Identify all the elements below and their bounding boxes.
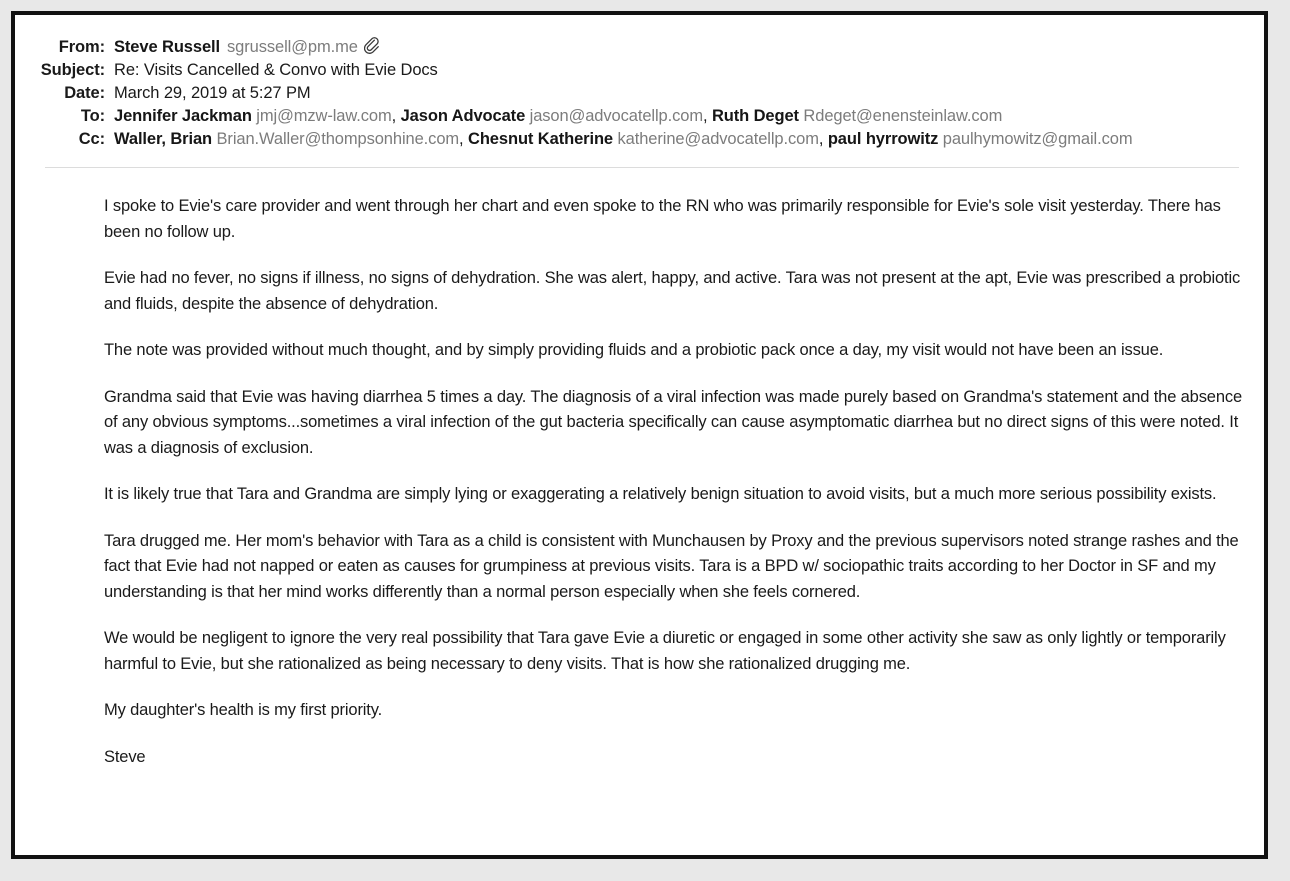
to-recipient-name[interactable]: Ruth Deget — [711, 107, 799, 125]
body-paragraph: Steve — [104, 747, 146, 766]
header-row-from — [15, 36, 1264, 59]
cc-recipient-address[interactable]: Brian.Waller@thompsonhine.com — [212, 130, 460, 148]
to-recipient-address[interactable]: Rdeget@enensteinlaw.com — [798, 107, 1003, 125]
to-recipient-address[interactable]: jmj@mzw-law.com — [251, 107, 392, 125]
body-paragraph: I spoke to Evie's care provider and went through her chart and even spoke to the RN who was primarily responsible for Evie's sole visit yesterday. There has been no follow up. — [104, 197, 1221, 241]
subject-value: Re: Visits Cancelled & Convo with Evie Docs — [114, 61, 438, 79]
paperclip-icon[interactable] — [364, 37, 381, 55]
body-paragraph: Grandma said that Evie was having diarrhea 5 times a day. The diagnosis of a viral infection was made purely based on Grandma's statement and the absence of any obvious symptoms...sometimes a viral infection of the gut bacteria specifically can cause asymptomatic diarrhea but no direct signs of this were noted. It was a diagnosis of exclusion. — [104, 387, 1242, 457]
cc-recipient-name[interactable]: Chesnut Katherine — [468, 130, 614, 148]
to-recipients — [114, 105, 1028, 128]
cc-recipient-address[interactable]: katherine@advocatellp.com — [613, 130, 819, 148]
to-recipient-separator: , — [702, 107, 712, 125]
to-recipient-name[interactable]: Jennifer Jackman — [114, 107, 252, 125]
from-sender-address[interactable]: sgrussell@pm.me — [227, 38, 358, 56]
from-sender-name[interactable]: Steve Russell — [114, 38, 221, 56]
body-paragraph: My daughter's health is my first priority. — [104, 701, 383, 719]
to-recipient-separator: , — [391, 107, 401, 125]
header-row-cc — [15, 128, 1264, 151]
to-recipient-address[interactable]: jason@advocatellp.com — [525, 107, 703, 125]
subject-label: Subject: — [40, 61, 105, 79]
body-paragraph: Tara drugged me. Her mom's behavior with Tara as a child is consistent with Munchausen by Proxy and the previous supervisors noted strange rashes and the fact that Evie had not napped or eaten as causes for grumpiness at previous visits. Tara is a BPD w/ sociopathic traits according to her Doctor in SF and my understanding is that her mind works differently than a normal person especially when she feels cornered. — [104, 531, 1239, 601]
from-value — [114, 36, 407, 59]
cc-label: Cc: — [78, 130, 105, 148]
header-row-to — [15, 105, 1264, 128]
cc-recipient-name[interactable]: paul hyrrowitz — [827, 130, 939, 148]
header-row-date — [15, 82, 1264, 105]
email-message-frame — [11, 11, 1268, 859]
body-paragraph: Evie had no fever, no signs if illness, no signs of dehydration. She was alert, happy, and active. Tara was not present at the apt, Evie was prescribed a probiotic and fluids, despite the absence of dehydration. — [104, 269, 1241, 313]
from-label: From: — [58, 38, 105, 56]
cc-recipient-address[interactable]: paulhymowitz@gmail.com — [938, 130, 1133, 148]
date-value: March 29, 2019 at 5:27 PM — [114, 84, 311, 102]
to-recipient-name[interactable]: Jason Advocate — [400, 107, 526, 125]
body-paragraph: It is likely true that Tara and Grandma are simply lying or exaggerating a relatively benign situation to avoid visits, but a much more serious possibility exists. — [104, 485, 1217, 503]
cc-recipient-separator: , — [459, 130, 469, 148]
cc-recipients — [114, 128, 1158, 151]
email-body — [15, 168, 1254, 770]
body-paragraph: We would be negligent to ignore the very real possibility that Tara gave Evie a diuretic or engaged in some other activity she saw as only lightly or temporarily harmful to Evie, but she rationalized as being necessary to deny visits. That is how she rationalized drugging me. — [104, 629, 1226, 673]
date-label: Date: — [64, 84, 105, 102]
to-label: To: — [80, 107, 105, 125]
header-row-subject — [15, 59, 1264, 82]
cc-recipient-separator: , — [818, 130, 828, 148]
body-paragraph: The note was provided without much thought, and by simply providing fluids and a probiotic pack once a day, my visit would not have been an issue. — [104, 341, 1164, 359]
cc-recipient-name[interactable]: Waller, Brian — [114, 130, 213, 148]
email-header — [15, 15, 1264, 151]
